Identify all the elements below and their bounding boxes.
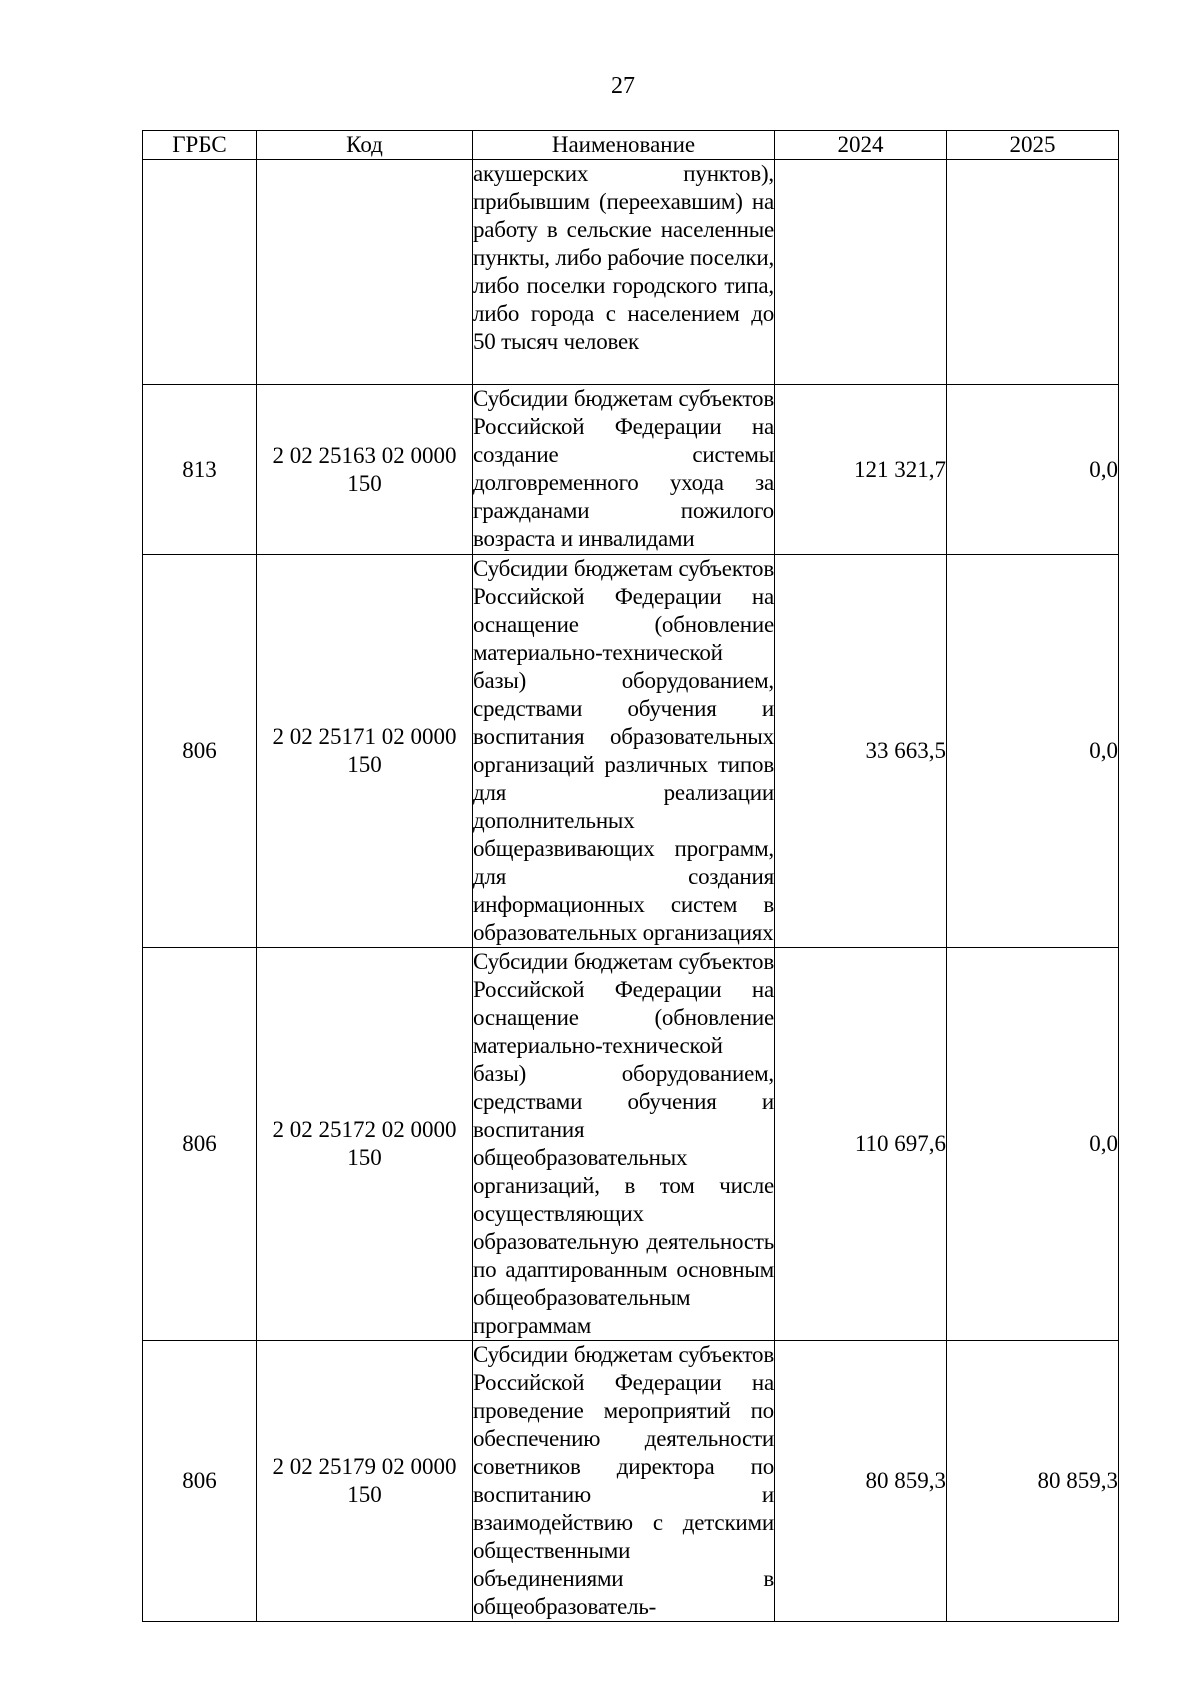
table-row [143,160,1119,385]
grbs-cell [143,160,257,385]
table-row [143,948,1119,1341]
grbs-cell: 806 [143,555,257,948]
name-cell: Субсидии бюджетам субъектов Российской Федерации на создание системы долговременного ухода за гражданами пожилого возраста и инвалидами [473,385,775,555]
amount-2025-cell [947,160,1119,385]
table-row [143,385,1119,555]
amount-2024-cell: 80 859,3 [775,1341,947,1622]
amount-2024-cell [775,160,947,385]
budget-table [142,130,1119,1622]
header-code: Код [257,131,473,160]
code-cell [257,160,473,385]
amount-2025-cell: 80 859,3 [947,1341,1119,1622]
page-number: 27 [611,73,635,99]
amount-2025-cell: 0,0 [947,555,1119,948]
table-row [143,555,1119,948]
name-cell: Субсидии бюджетам субъектов Российской Федерации на оснащение (обновление материально-технической базы) оборудованием, средствами обучения и воспитания общеобразовательных организаций, в том числе осуществляющих образовательную деятельность по адаптированным основным общеобразовательным программам [473,948,775,1341]
header-2025: 2025 [947,131,1119,160]
amount-2025-cell: 0,0 [947,948,1119,1341]
code-cell: 2 02 25172 02 0000 150 [257,948,473,1341]
table-body [143,160,1119,1622]
amount-2024-cell: 110 697,6 [775,948,947,1341]
code-cell: 2 02 25171 02 0000 150 [257,555,473,948]
name-cell: Субсидии бюджетам субъектов Российской Федерации на оснащение (обновление материально-технической базы) оборудованием, средствами обучения и воспитания образовательных организаций различных типов для реализации дополнительных общеразвивающих программ, для создания информационных систем в образовательных организациях [473,555,775,948]
name-cell: Субсидии бюджетам субъектов Российской Федерации на проведение мероприятий по обеспечению деятельности советников директора по воспитанию и взаимодействию с детскими общественными объединениями в общеобразователь- [473,1341,775,1622]
amount-2024-cell: 121 321,7 [775,385,947,555]
code-cell: 2 02 25163 02 0000 150 [257,385,473,555]
header-row [143,131,1119,160]
grbs-cell: 806 [143,948,257,1341]
grbs-cell: 813 [143,385,257,555]
code-cell: 2 02 25179 02 0000 150 [257,1341,473,1622]
amount-2025-cell: 0,0 [947,385,1119,555]
header-2024: 2024 [775,131,947,160]
name-cell: акушерских пунктов), прибывшим (переехавшим) на работу в сельские населенные пункты, либо рабочие поселки, либо поселки городского типа, либо города с населением до 50 тысяч человек [473,160,775,385]
amount-2024-cell: 33 663,5 [775,555,947,948]
header-name: Наименование [473,131,775,160]
grbs-cell: 806 [143,1341,257,1622]
table-row [143,1341,1119,1622]
table-header [143,131,1119,160]
header-grbs: ГРБС [143,131,257,160]
